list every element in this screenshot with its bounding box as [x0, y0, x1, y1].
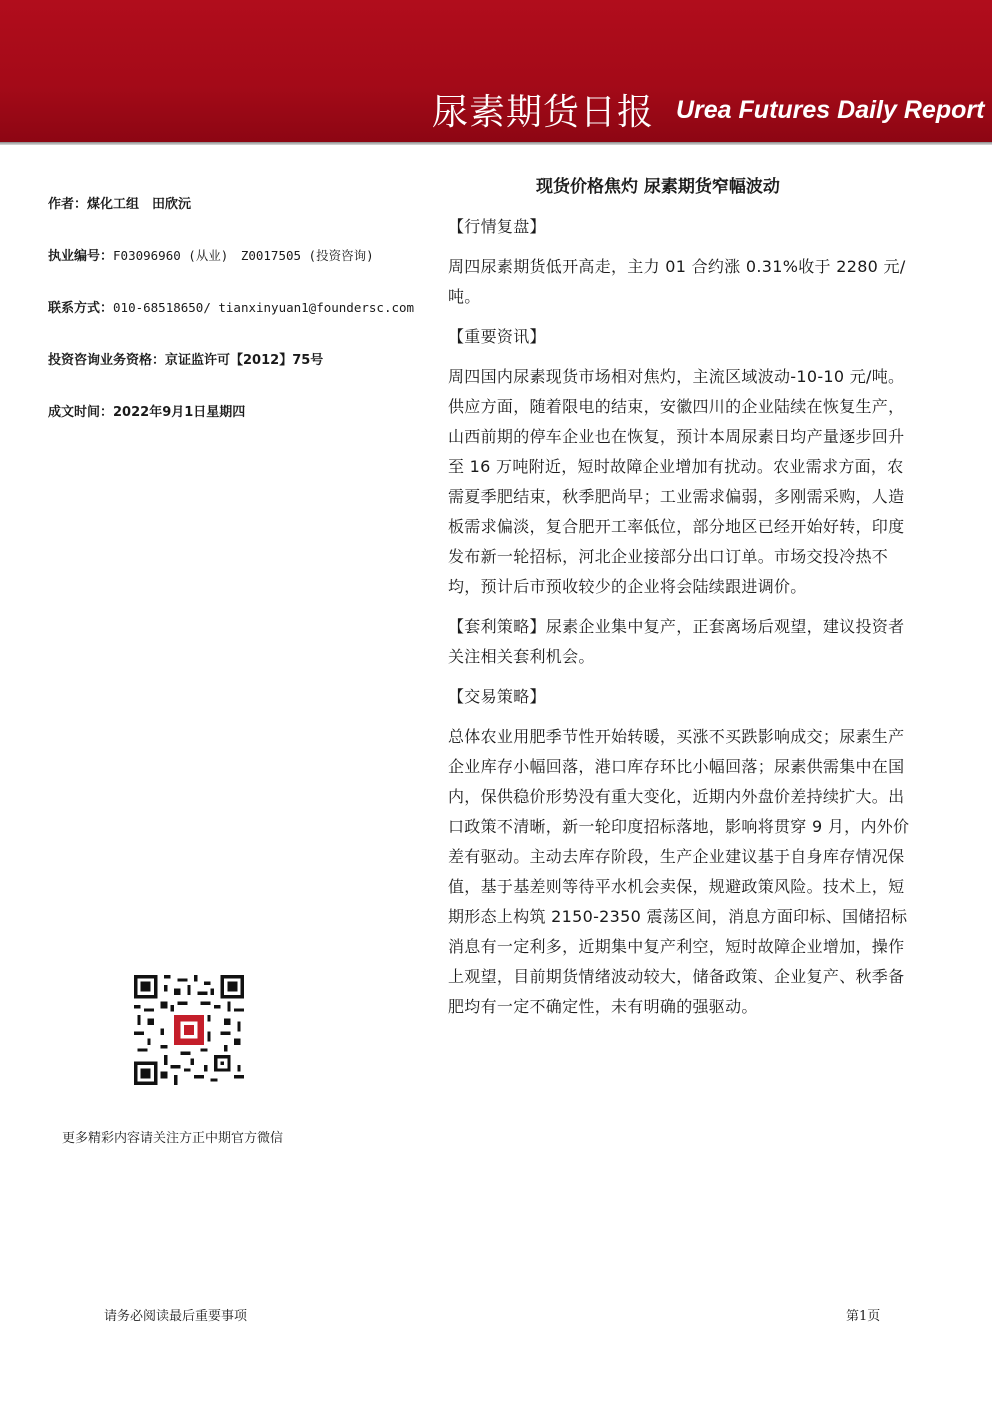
report-title-cn: 尿素期货日报 [432, 92, 655, 133]
qualification-label: 投资咨询业务资格： [48, 353, 166, 368]
license-label: 执业编号： [48, 249, 114, 264]
contact-value: 010-68518650/ tianxinyuan1@foundersc.com [113, 300, 415, 315]
contact-line [48, 297, 414, 316]
date-label: 成文时间： [48, 405, 114, 420]
license-line [48, 245, 374, 264]
news-heading: 【重要资讯】 [448, 327, 546, 346]
report-headline: 现货价格焦灼 尿素期货窄幅波动 [536, 177, 780, 197]
author-line [48, 193, 191, 212]
report-title-en: Urea Futures Daily Report [676, 96, 985, 124]
arbitrage-text [448, 612, 913, 672]
news-text: 周四国内尿素现货市场相对焦灼，主流区域波动-10-10 元/吨。供应方面，随着限电的结束，安徽四川的企业陆续在恢复生产，山西前期的停车企业也在恢复，预计本周尿素日均产量逐步回升至 16 万吨附近，短时故障企业增加有扰动。农业需求方面，农需夏季肥结束，秋季肥尚早；工业需求偏弱，多刚需采购，人造板需求偏淡，复合肥开工率低位，部分地区已经开始好转，印度发布新一轮招标，河北企业接部分出口订单。市场交投冷热不均，预计后市预收较少的企业将会陆续跟进调价。 [448, 367, 905, 596]
market-review-heading: 【行情复盘】 [448, 217, 546, 236]
footer-notice: 请务必阅读最后重要事项 [104, 1309, 248, 1324]
qr-caption: 更多精彩内容请关注方正中期官方微信 [62, 1131, 284, 1146]
header-divider [0, 142, 992, 145]
trading-heading: 【交易策略】 [448, 687, 546, 706]
page-number: 第1页 [846, 1309, 881, 1324]
license-value: F03096960 (从业) Z0017505 (投资咨询) [113, 248, 374, 263]
qualification-line [48, 349, 323, 368]
arbitrage-heading: 【套利策略】 [448, 617, 546, 636]
date-value: 2022年9月1日星期四 [113, 405, 246, 420]
arbitrage-body: 尿素企业集中复产，正套离场后观望，建议投资者关注相关套利机会。 [448, 617, 905, 666]
qr-code [134, 975, 244, 1085]
report-body [448, 212, 913, 1022]
author-label: 作者： [48, 197, 88, 212]
market-review-text: 周四尿素期货低开高走，主力 01 合约涨 0.31%收于 2280 元/吨。 [448, 257, 906, 306]
trading-text: 总体农业用肥季节性开始转暖，买涨不买跌影响成交；尿素生产企业库存小幅回落，港口库存环比小幅回落；尿素供需集中在国内，保供稳价形势没有重大变化，近期内外盘价差持续扩大。出口政策不清晰，新一轮印度招标落地，影响将贯穿 9 月，内外价差有驱动。主动去库存阶段，生产企业建议基于自身库存情况保值，基于基差则等待平水机会卖保，规避政策风险。技术上，短期形态上构筑 2150-2350 震荡区间，消息方面印标、国储招标消息有一定利多，近期集中复产利空，短时故障企业增加，操作上观望，目前期货情绪波动较大，储备政策、企业复产、秋季备肥均有一定不确定性，未有明确的强驱动。 [448, 727, 910, 1016]
date-line [48, 401, 245, 420]
author-value: 煤化工组 田欣沅 [87, 197, 192, 212]
contact-label: 联系方式： [48, 301, 114, 316]
qualification-value: 京证监许可【2012】75号 [165, 353, 324, 368]
